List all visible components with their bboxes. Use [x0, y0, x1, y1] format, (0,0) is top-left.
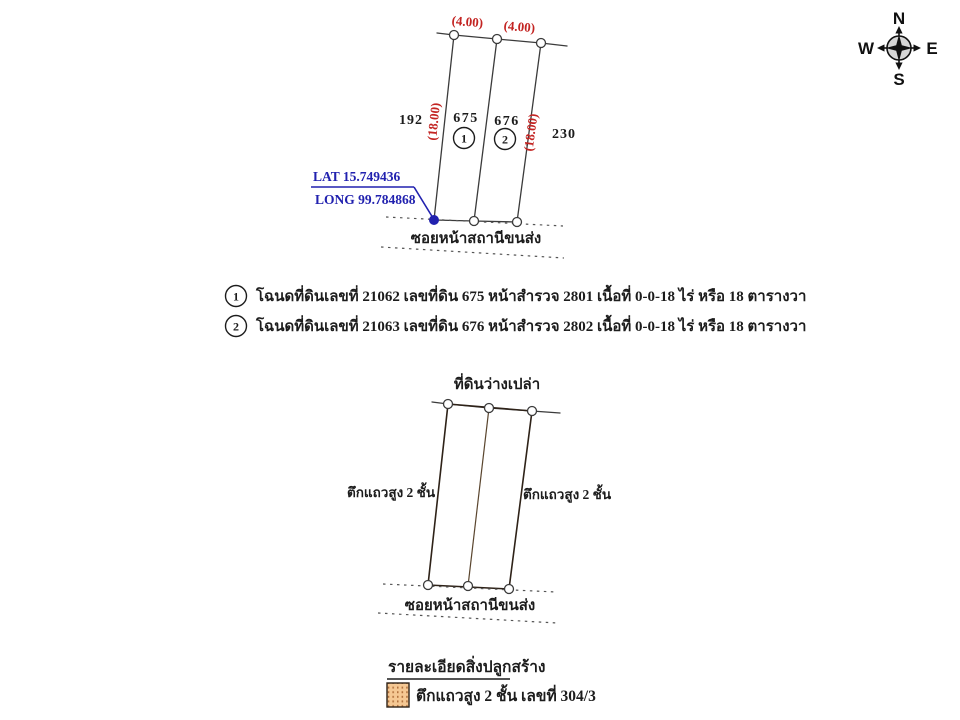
parcel-675-number: 675 [453, 111, 479, 126]
survey-marker [493, 35, 502, 44]
compass-south-arrow [895, 63, 902, 71]
survey-marker [537, 39, 546, 48]
compass-label-n: N [892, 9, 906, 28]
road-name-building-plan: ซอยหน้าสถานีขนส่ง [404, 598, 536, 614]
deed-2-marker-number: 2 [233, 319, 239, 334]
coordinate-leader-line [414, 187, 433, 218]
building-divider-line [468, 408, 489, 586]
longitude-value: LONG 99.784868 [315, 192, 416, 207]
road-dashed-line-lower [381, 247, 564, 258]
road-dashed-line-lower [378, 613, 557, 623]
gps-point-marker [429, 215, 439, 225]
compass-east-arrow [914, 44, 922, 51]
survey-marker [470, 217, 479, 226]
adjacent-plot-west: 192 [399, 113, 423, 128]
left-building-label: ตึกแถวสูง 2 ชั้น [346, 485, 436, 500]
compass-label-w: W [857, 39, 875, 58]
road-name-top-plan: ซอยหน้าสถานีขนส่ง [410, 231, 542, 247]
latitude-value: LAT 15.749436 [313, 169, 401, 184]
top-survey-plan [311, 13, 576, 258]
compass-star-icon [886, 35, 913, 62]
legend-item-label: ตึกแถวสูง 2 ชั้น เลขที่ 304/3 [416, 688, 596, 705]
survey-marker [424, 581, 433, 590]
parcel-676-marker-number: 2 [502, 132, 508, 147]
compass-west-arrow [877, 44, 885, 51]
survey-marker [485, 404, 494, 413]
parcel-676-number: 676 [494, 114, 520, 129]
survey-marker [513, 218, 522, 227]
legend-title: รายละเอียดสิ่งปลูกสร้าง [388, 659, 546, 676]
compass-label-s: S [893, 70, 905, 89]
right-building-label: ตึกแถวสูง 2 ชั้น [522, 487, 612, 502]
dimension-west-side: (18.00) [424, 101, 443, 142]
compass-rose [858, 9, 938, 89]
dimension-top-right: (4.00) [503, 17, 536, 36]
dimension-east-side: (18.00) [520, 112, 541, 153]
building-footprint [428, 404, 532, 589]
vacant-land-label: ที่ดินว่างเปล่า [453, 377, 541, 393]
adjacent-plot-east: 230 [552, 127, 576, 142]
survey-marker [505, 585, 514, 594]
survey-marker [450, 31, 459, 40]
parcel-divider-edge [474, 39, 497, 221]
survey-marker [528, 407, 537, 416]
deed-1-marker-number: 1 [233, 289, 239, 304]
survey-marker [464, 582, 473, 591]
deed-2-text: โฉนดที่ดินเลขที่ 21063 เลขที่ดิน 676 หน้าสำรวจ 2802 เนื้อที่ 0-0-18 ไร่ หรือ 18 ตารางวา [256, 319, 807, 335]
compass-label-e: E [926, 39, 938, 58]
legend [387, 655, 596, 707]
deed-1-text: โฉนดที่ดินเลขที่ 21062 เลขที่ดิน 675 หน้าสำรวจ 2801 เนื้อที่ 0-0-18 ไร่ หรือ 18 ตารางวา [256, 289, 807, 305]
legend-swatch [387, 683, 409, 707]
building-plan [347, 373, 612, 623]
deed-descriptions [226, 284, 807, 337]
dimension-top-left: (4.00) [451, 12, 484, 31]
survey-marker [444, 400, 453, 409]
parcel-675-marker-number: 1 [461, 131, 467, 146]
